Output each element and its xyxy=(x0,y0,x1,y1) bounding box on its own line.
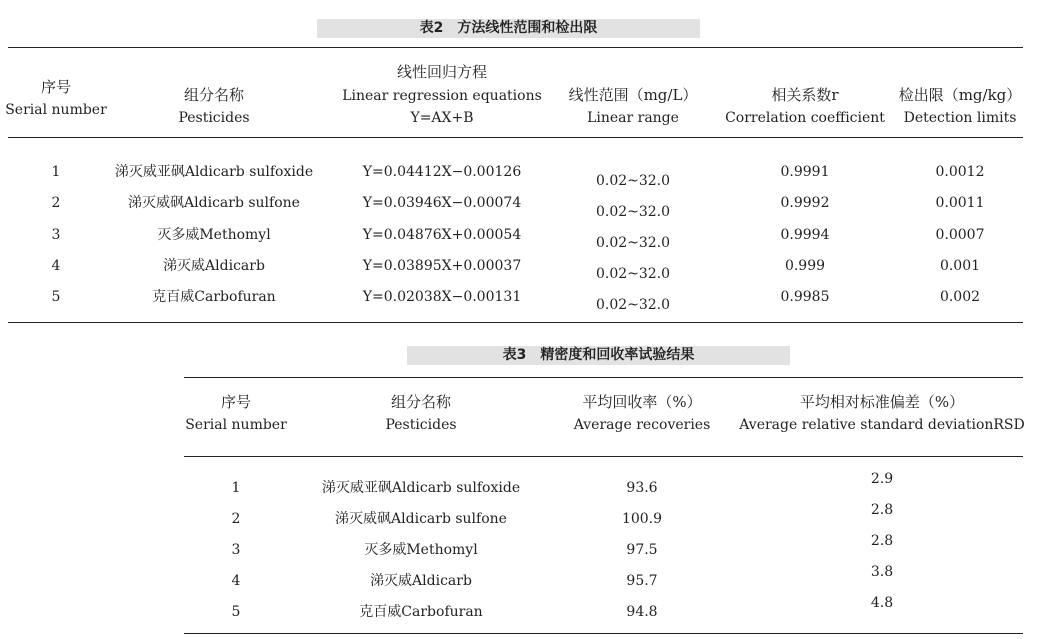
table3-bottom-rule xyxy=(184,633,1023,634)
t2-row4-no: 4 xyxy=(51,258,61,274)
t2-row4-eq: Y=0.03895X+0.00037 xyxy=(362,258,522,274)
t2-row2-no: 2 xyxy=(51,195,61,211)
t2-row3-r: 0.9994 xyxy=(780,227,830,243)
t2-header-detection-en: Detection limits xyxy=(903,110,1017,126)
t2-row3-name: 灭多威Methomyl xyxy=(157,227,271,243)
table3-caption: 表3 精密度和回收率试验结果 xyxy=(407,346,790,365)
t2-row4-name: 涕灭威Aldicarb xyxy=(163,258,265,274)
t3-row2-rec: 100.9 xyxy=(621,511,663,527)
t3-row3-rsd: 2.8 xyxy=(870,533,894,549)
t3-header-rsd-zh: 平均相对标准偏差（%） xyxy=(799,393,965,411)
t2-row2-lod: 0.0011 xyxy=(935,195,985,211)
table2-header-rule xyxy=(8,137,1023,138)
t2-header-correlation-en: Correlation coefficient xyxy=(725,110,885,126)
t2-row1-name: 涕灭威亚砜Aldicarb sulfoxide xyxy=(114,164,314,180)
t2-header-correlation-zh: 相关系数r xyxy=(771,86,839,104)
t2-row5-r: 0.9985 xyxy=(780,289,830,305)
t2-header-pesticides-en: Pesticides xyxy=(178,110,250,126)
t3-row2-rsd: 2.8 xyxy=(870,502,894,518)
t2-row5-lod: 0.002 xyxy=(939,289,981,305)
t2-row1-lod: 0.0012 xyxy=(935,164,985,180)
t3-row5-name: 克百威Carbofuran xyxy=(359,604,483,620)
t3-row3-name: 灭多威Methomyl xyxy=(364,542,478,558)
t3-header-pesticides-zh: 组分名称 xyxy=(390,393,452,411)
t2-row3-lod: 0.0007 xyxy=(935,227,985,243)
t2-header-equation-formula: Y=AX+B xyxy=(410,110,474,126)
t2-header-serial-en: Serial number xyxy=(5,102,107,118)
t3-header-serial-en: Serial number xyxy=(185,417,287,433)
table2-top-rule xyxy=(8,47,1023,48)
t2-row2-eq: Y=0.03946X−0.00074 xyxy=(362,195,522,211)
t2-row4-r: 0.999 xyxy=(784,258,826,274)
t2-row4-range: 0.02~32.0 xyxy=(595,266,671,282)
t2-row1-range: 0.02~32.0 xyxy=(595,173,671,189)
t2-header-equation-zh: 线性回归方程 xyxy=(396,63,488,81)
t2-header-pesticides-zh: 组分名称 xyxy=(183,86,245,104)
t2-row5-no: 5 xyxy=(51,289,61,305)
t2-header-detection-zh: 检出限（mg/kg） xyxy=(898,86,1022,104)
table3-top-rule xyxy=(184,377,1023,378)
t2-row5-range: 0.02~32.0 xyxy=(595,297,671,313)
t3-row5-no: 5 xyxy=(231,604,241,620)
t2-header-range-zh: 线性范围（mg/L） xyxy=(568,86,698,104)
table3-header-rule xyxy=(184,456,1023,457)
t3-row1-no: 1 xyxy=(231,480,241,496)
t3-row5-rsd: 4.8 xyxy=(870,595,894,611)
table2-bottom-rule xyxy=(8,322,1023,323)
t2-header-equation-en: Linear regression equations xyxy=(342,88,542,104)
t3-row2-name: 涕灭威砜Aldicarb sulfone xyxy=(335,511,507,527)
t3-row1-rsd: 2.9 xyxy=(870,471,894,487)
t2-row3-eq: Y=0.04876X+0.00054 xyxy=(362,227,522,243)
t2-row1-r: 0.9991 xyxy=(780,164,830,180)
t2-row2-name: 涕灭威砜Aldicarb sulfone xyxy=(128,195,300,211)
t3-row4-rec: 95.7 xyxy=(626,573,658,589)
t2-row3-range: 0.02~32.0 xyxy=(595,235,671,251)
t2-header-serial-zh: 序号 xyxy=(40,78,72,96)
t3-header-recovery-en: Average recoveries xyxy=(573,417,711,433)
t3-row1-rec: 93.6 xyxy=(626,480,658,496)
t2-row2-r: 0.9992 xyxy=(780,195,830,211)
t3-row4-no: 4 xyxy=(231,573,241,589)
t3-header-serial-zh: 序号 xyxy=(220,393,252,411)
t3-row2-no: 2 xyxy=(231,511,241,527)
t2-row3-no: 3 xyxy=(51,227,61,243)
t3-header-recovery-zh: 平均回收率（%） xyxy=(582,393,702,411)
t2-row2-range: 0.02~32.0 xyxy=(595,204,671,220)
t3-row5-rec: 94.8 xyxy=(626,604,658,620)
t3-row1-name: 涕灭威亚砜Aldicarb sulfoxide xyxy=(321,480,521,496)
t2-row1-no: 1 xyxy=(51,164,61,180)
t3-header-pesticides-en: Pesticides xyxy=(385,417,457,433)
t2-row5-eq: Y=0.02038X−0.00131 xyxy=(362,289,522,305)
t2-row1-eq: Y=0.04412X−0.00126 xyxy=(362,164,522,180)
t3-row3-rec: 97.5 xyxy=(626,542,658,558)
t2-row5-name: 克百威Carbofuran xyxy=(152,289,276,305)
t3-header-rsd-en: Average relative standard deviationRSD xyxy=(739,417,1025,433)
t2-header-range-en: Linear range xyxy=(587,110,679,126)
t3-row3-no: 3 xyxy=(231,542,241,558)
t3-row4-rsd: 3.8 xyxy=(870,564,894,580)
table2-caption: 表2 方法线性范围和检出限 xyxy=(317,19,700,38)
t2-row4-lod: 0.001 xyxy=(939,258,981,274)
t3-row4-name: 涕灭威Aldicarb xyxy=(370,573,472,589)
